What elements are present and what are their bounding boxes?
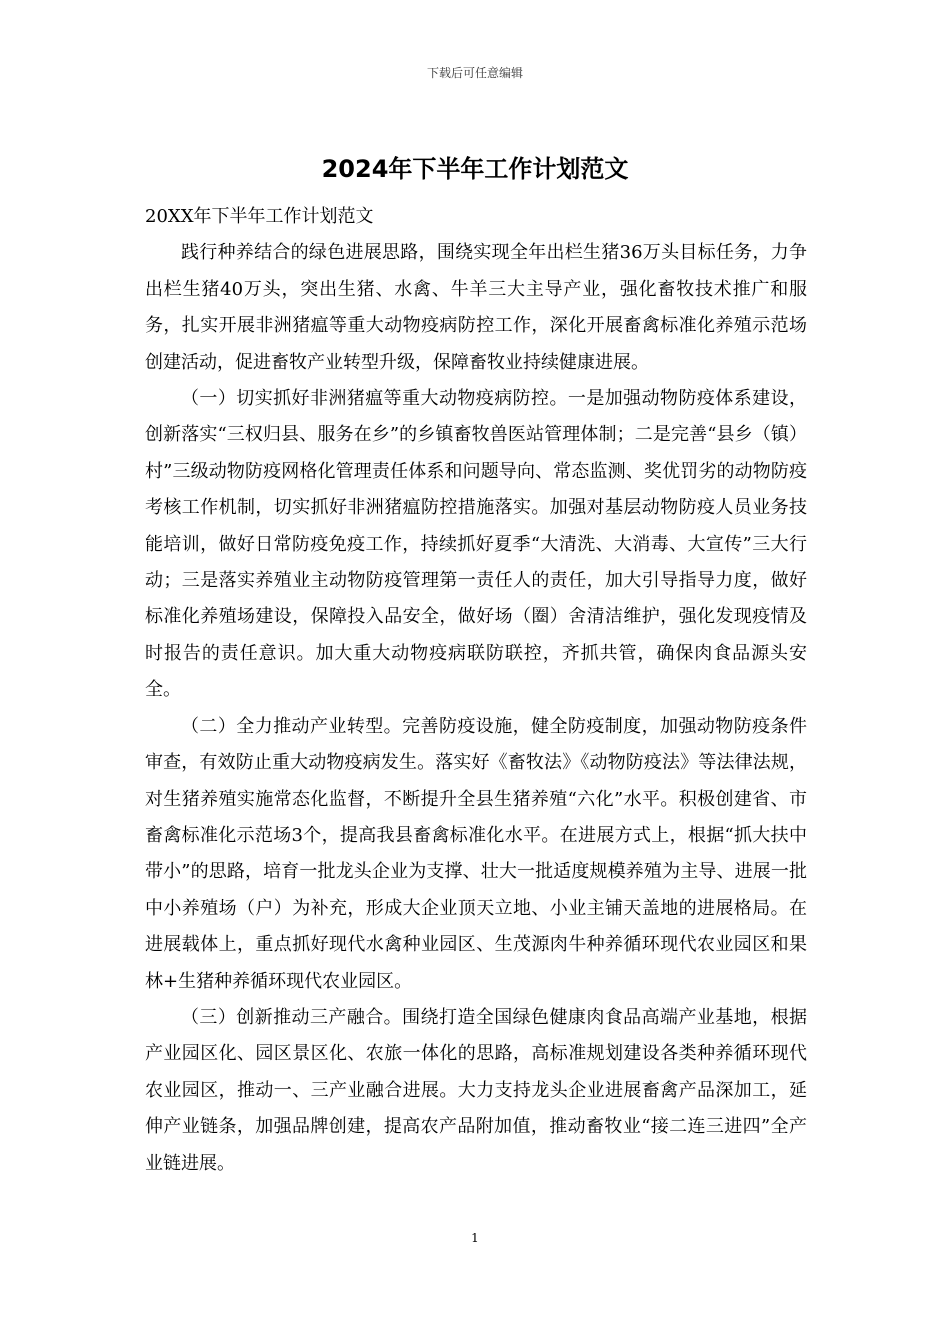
paragraph-section-2: （二）全力推动产业转型。完善防疫设施，健全防疫制度，加强动物防疫条件审查，有效防止重大动物疫病发生。落实好《畜牧法》《动物防疫法》等法律法规，对生猪养殖实施常态化监督，不断提升全县生猪养殖“六化”水平。积极创建省、市畜禽标准化示范场3个，提高我县畜禽标准化水平。在进展方式上，根据“抓大扶中带小”的思路，培育一批龙头企业为支撑、壮大一批适度规模养殖为主导、进展一批中小养殖场（户）为补充，形成大企业顶天立地、小业主铺天盖地的进展格局。在进展载体上，重点抓好现代水禽种业园区、生茂源肉牛种养循环现代农业园区和果林+生猪种养循环现代农业园区。 bbox=[145, 715, 807, 992]
document-title: 2024年下半年工作计划范文 bbox=[321, 155, 629, 183]
document-subtitle: 20XX年下半年工作计划范文 bbox=[145, 206, 374, 227]
page-number: 1 bbox=[471, 1231, 479, 1245]
header-note: 下载后可任意编辑 bbox=[426, 66, 523, 80]
paragraph-section-3: （三）创新推动三产融合。围绕打造全国绿色健康肉食品高端产业基地，根据产业园区化、园区景区化、农旅一体化的思路，高标准规划建设各类种养循环现代农业园区，推动一、三产业融合进展。大力支持龙头企业进展畜禽产品深加工，延伸产业链条，加强品牌创建，提高农产品附加值，推动畜牧业“接二连三进四”全产业链进展。 bbox=[145, 1006, 807, 1174]
document-body bbox=[145, 199, 807, 1182]
paragraph-intro: 践行种养结合的绿色进展思路，围绕实现全年出栏生猪36万头目标任务，力争出栏生猪40万头，突出生猪、水禽、牛羊三大主导产业，强化畜牧技术推广和服务，扎实开展非洲猪瘟等重大动物疫病防控工作，深化开展畜禽标准化养殖示范场创建活动，促进畜牧产业转型升级，保障畜牧业持续健康进展。 bbox=[145, 242, 807, 373]
paragraph-section-1: （一）切实抓好非洲猪瘟等重大动物疫病防控。一是加强动物防疫体系建设，创新落实“三权归县、服务在乡”的乡镇畜牧兽医站管理体制；二是完善“县乡（镇）村”三级动物防疫网格化管理责任体系和问题导向、常态监测、奖优罚劣的动物防疫考核工作机制，切实抓好非洲猪瘟防控措施落实。加强对基层动物防疫人员业务技能培训，做好日常防疫免疫工作，持续抓好夏季“大清洗、大消毒、大宣传”三大行动；三是落实养殖业主动物防疫管理第一责任人的责任，加大引导指导力度，做好标准化养殖场建设，保障投入品安全，做好场（圈）舍清洁维护，强化发现疫情及时报告的责任意识。加大重大动物疫病联防联控，齐抓共管，确保肉食品源头安全。 bbox=[145, 388, 807, 701]
